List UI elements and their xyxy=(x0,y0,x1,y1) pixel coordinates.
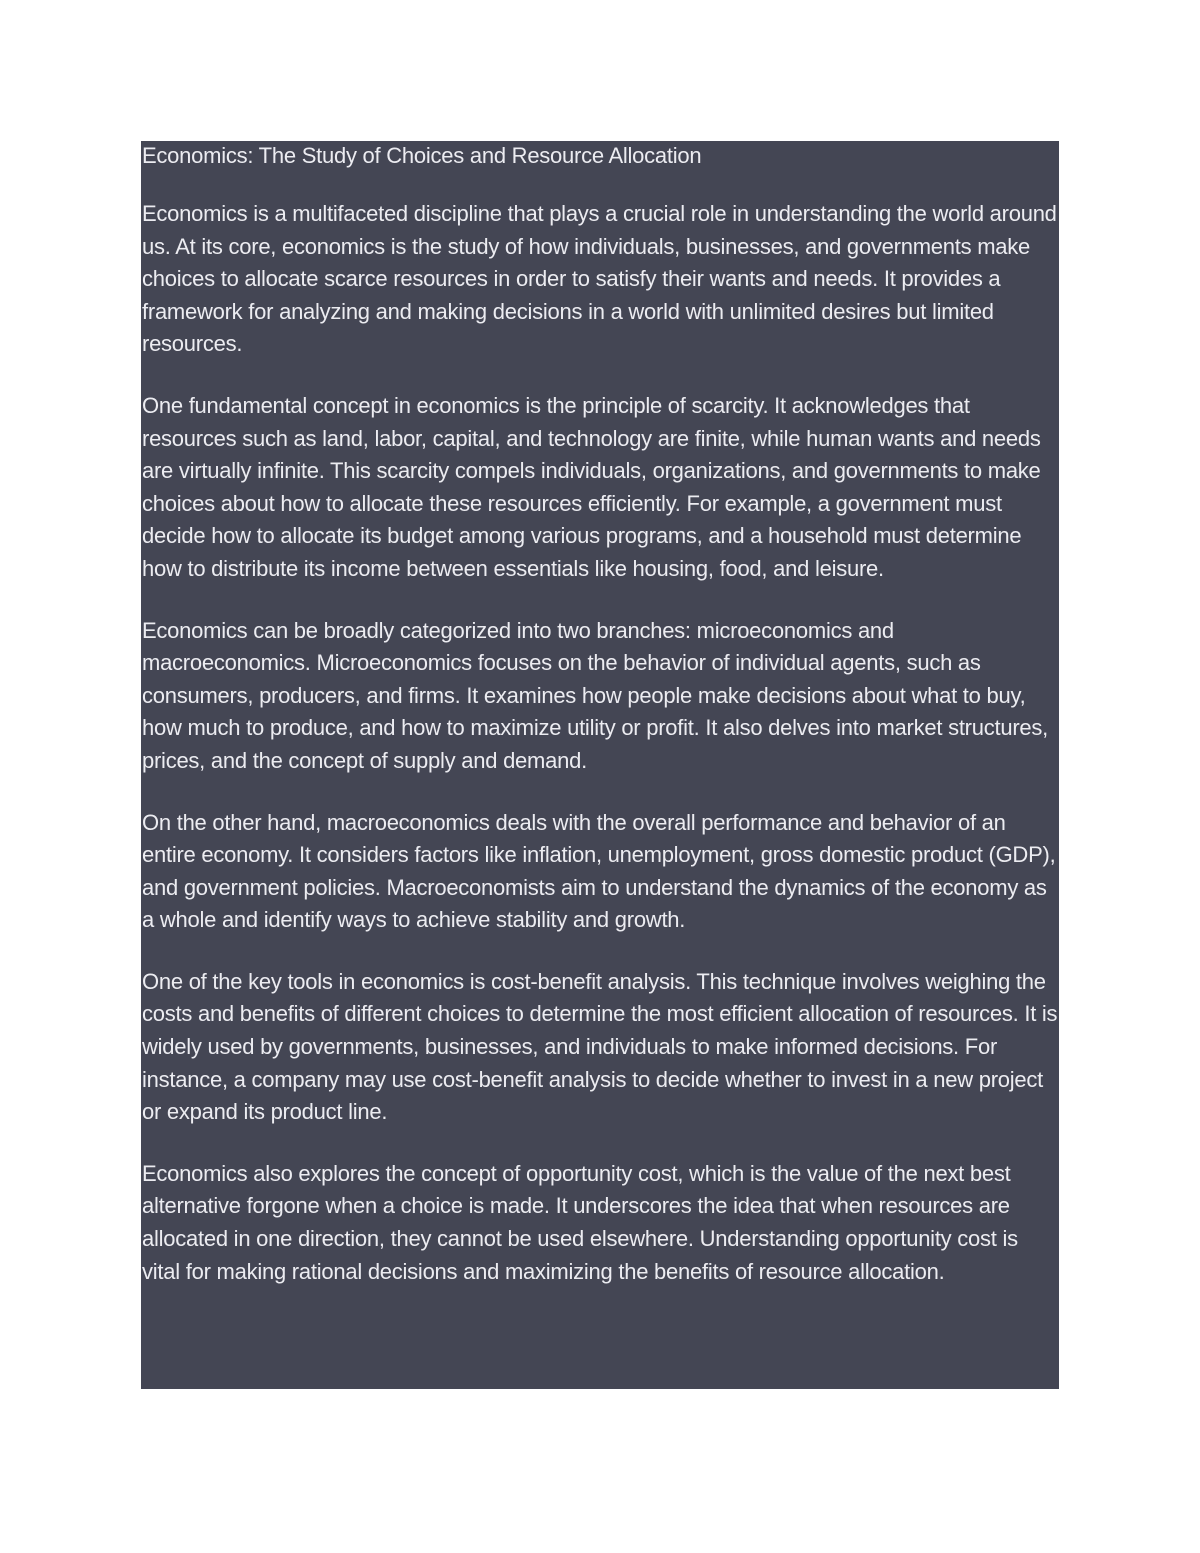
paragraph-scarcity: One fundamental concept in economics is the principle of scarcity. It acknowledges that resources such as land, labor, capital, and technology are finite, while human wants and needs are virtually infinite. This scarcity compels individuals, organizations, and governments to make choices about how to allocate these resources efficiently. For example, a government must decide how to allocate its budget among various programs, and a household must determine how to distribute its income between essentials like housing, food, and leisure. xyxy=(142,392,1041,581)
paragraph-macroeconomics: On the other hand, macroeconomics deals with the overall performance and behavior of an entire economy. It considers factors like inflation, unemployment, gross domestic product (GDP), and government policies. Macroeconomists aim to understand the dynamics of the economy as a whole and identify ways to achieve stability and growth. xyxy=(142,809,1056,933)
document-panel xyxy=(141,141,1059,1389)
paragraph-opportunity-cost: Economics also explores the concept of opportunity cost, which is the value of the next best alternative forgone when a choice is made. It underscores the idea that when resources are allocated in one direction, they cannot be used elsewhere. Understanding opportunity cost is vital for making rational decisions and maximizing the benefits of resource allocation. xyxy=(142,1160,1018,1284)
paragraph-branches: Economics can be broadly categorized into two branches: microeconomics and macroeconomics. Microeconomics focuses on the behavior of individual agents, such as consumers, producers, and firms. It examines how people make decisions about what to buy, how much to produce, and how to maximize utility or profit. It also delves into market structures, prices, and the concept of supply and demand. xyxy=(142,617,1049,773)
paragraph-intro: Economics is a multifaceted discipline that plays a crucial role in understanding the world around us. At its core, economics is the study of how individuals, businesses, and governments make choices to allocate scarce resources in order to satisfy their wants and needs. It provides a framework for analyzing and making decisions in a world with unlimited desires but limited resources. xyxy=(142,201,1057,357)
document-title: Economics: The Study of Choices and Resource Allocation xyxy=(142,143,702,168)
paragraph-cost-benefit: One of the key tools in economics is cost-benefit analysis. This technique involves weighing the costs and benefits of different choices to determine the most efficient allocation of resources. It is widely used by governments, businesses, and individuals to make informed decisions. For instance, a company may use cost-benefit analysis to decide whether to invest in a new project or expand its product line. xyxy=(142,968,1058,1125)
